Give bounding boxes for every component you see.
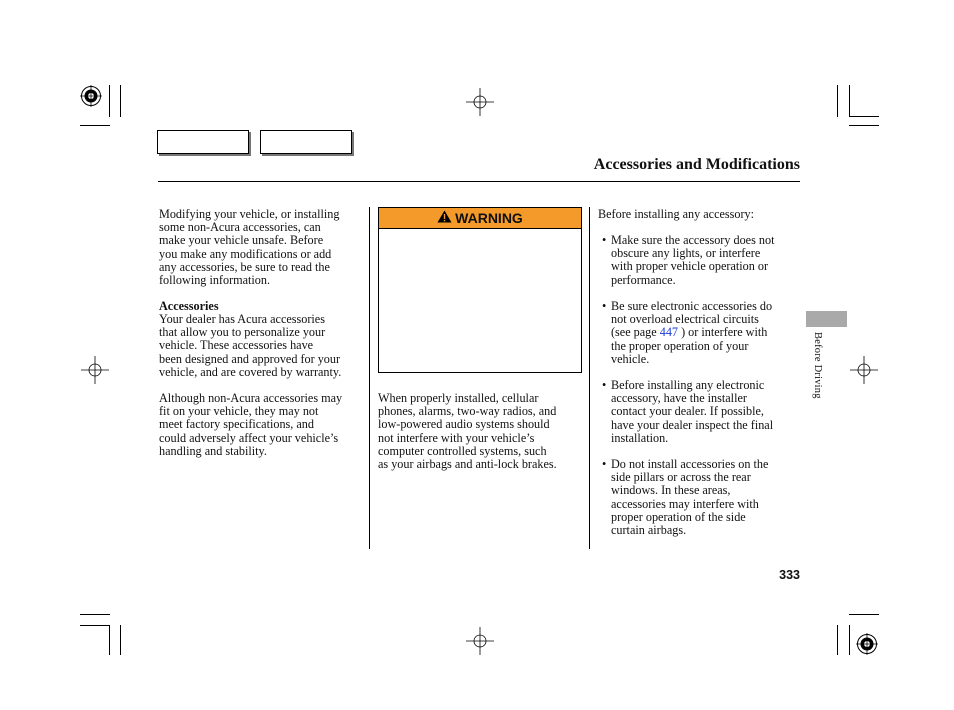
list-item-fragment: (see page xyxy=(611,325,660,340)
crop-mark xyxy=(849,625,850,655)
page-reference-link[interactable]: 447 xyxy=(659,325,679,340)
column-divider xyxy=(589,207,590,549)
nav-button-contents[interactable] xyxy=(157,130,249,154)
before-installing-intro: Before installing any accessory: xyxy=(598,207,755,221)
list-item-line: vehicle. xyxy=(611,351,650,366)
warning-triangle-icon xyxy=(437,210,452,226)
crop-mark xyxy=(849,614,879,615)
crop-mark xyxy=(109,85,110,117)
section-label: Before Driving xyxy=(812,332,823,399)
list-item-text: Make sure the accessory does not obscure any lights, or interfere with proper vehicle operation or performance. xyxy=(611,233,775,287)
crop-mark xyxy=(80,125,110,126)
crop-mark xyxy=(80,625,110,626)
crosshair-icon xyxy=(850,356,878,384)
bullet-dot: • xyxy=(602,299,607,313)
warning-label: WARNING xyxy=(455,210,523,226)
nav-button-index[interactable] xyxy=(260,130,352,154)
crop-mark xyxy=(849,116,879,117)
crop-mark xyxy=(837,625,838,655)
crosshair-icon xyxy=(466,88,494,116)
list-item-text: Before installing any electronic accessory, have the installer contact your dealer. If possible, have your dealer inspect the final installation. xyxy=(611,378,774,445)
list-item-text: Do not install accessories on the side pillars or across the rear windows. In these areas, accessories may interfere with proper operation of the side curtain airbags. xyxy=(611,457,769,538)
crop-mark xyxy=(849,85,850,117)
warning-header xyxy=(379,208,581,229)
accessories-heading: Accessories xyxy=(159,299,219,313)
crop-mark xyxy=(120,625,121,655)
cellular-paragraph: When properly installed, cellular phones, alarms, two-way radios, and low-powered audio systems should not interfere with your vehicle’s computer controlled systems, such as your airbags and anti-lock brakes. xyxy=(378,391,557,472)
crosshair-icon xyxy=(466,627,494,655)
list-item-line: the proper operation of your xyxy=(611,338,749,353)
accessories-paragraph: Your dealer has Acura accessories that allow you to personalize your vehicle. These accessories have been designed and approved for your vehicle, and are covered by warranty. xyxy=(159,312,342,379)
crop-mark xyxy=(837,85,838,117)
page-number: 333 xyxy=(779,568,800,582)
section-tab[interactable] xyxy=(806,311,847,327)
non-acura-paragraph: Although non-Acura accessories may fit on your vehicle, they may not meet factory specifications, and could adversely affect your vehicle’s handling and stability. xyxy=(159,391,343,458)
list-item-text xyxy=(611,300,811,366)
crop-mark xyxy=(120,85,121,117)
bullet-dot: • xyxy=(602,233,607,247)
crosshair-icon xyxy=(81,356,109,384)
page-title: Accessories and Modifications xyxy=(593,156,800,173)
bullet-dot: • xyxy=(602,457,607,471)
crop-mark xyxy=(80,614,110,615)
registration-target-icon xyxy=(80,85,102,107)
warning-box xyxy=(378,207,582,373)
crop-mark xyxy=(849,125,879,126)
crop-mark xyxy=(109,625,110,655)
title-rule xyxy=(158,181,800,182)
list-item-line xyxy=(611,326,811,339)
list-item-fragment: ) or interfere with xyxy=(678,325,768,340)
list-item-line: Be sure electronic accessories do xyxy=(611,299,773,313)
column-divider xyxy=(369,207,370,549)
list-item-line: not overload electrical circuits xyxy=(611,312,759,327)
bullet-dot: • xyxy=(602,378,607,392)
intro-paragraph: Modifying your vehicle, or installing some non-Acura accessories, can make your vehicle unsafe. Before you make any modifications or add any accessories, be sure to read the following information. xyxy=(159,207,340,288)
registration-target-icon xyxy=(856,633,878,655)
